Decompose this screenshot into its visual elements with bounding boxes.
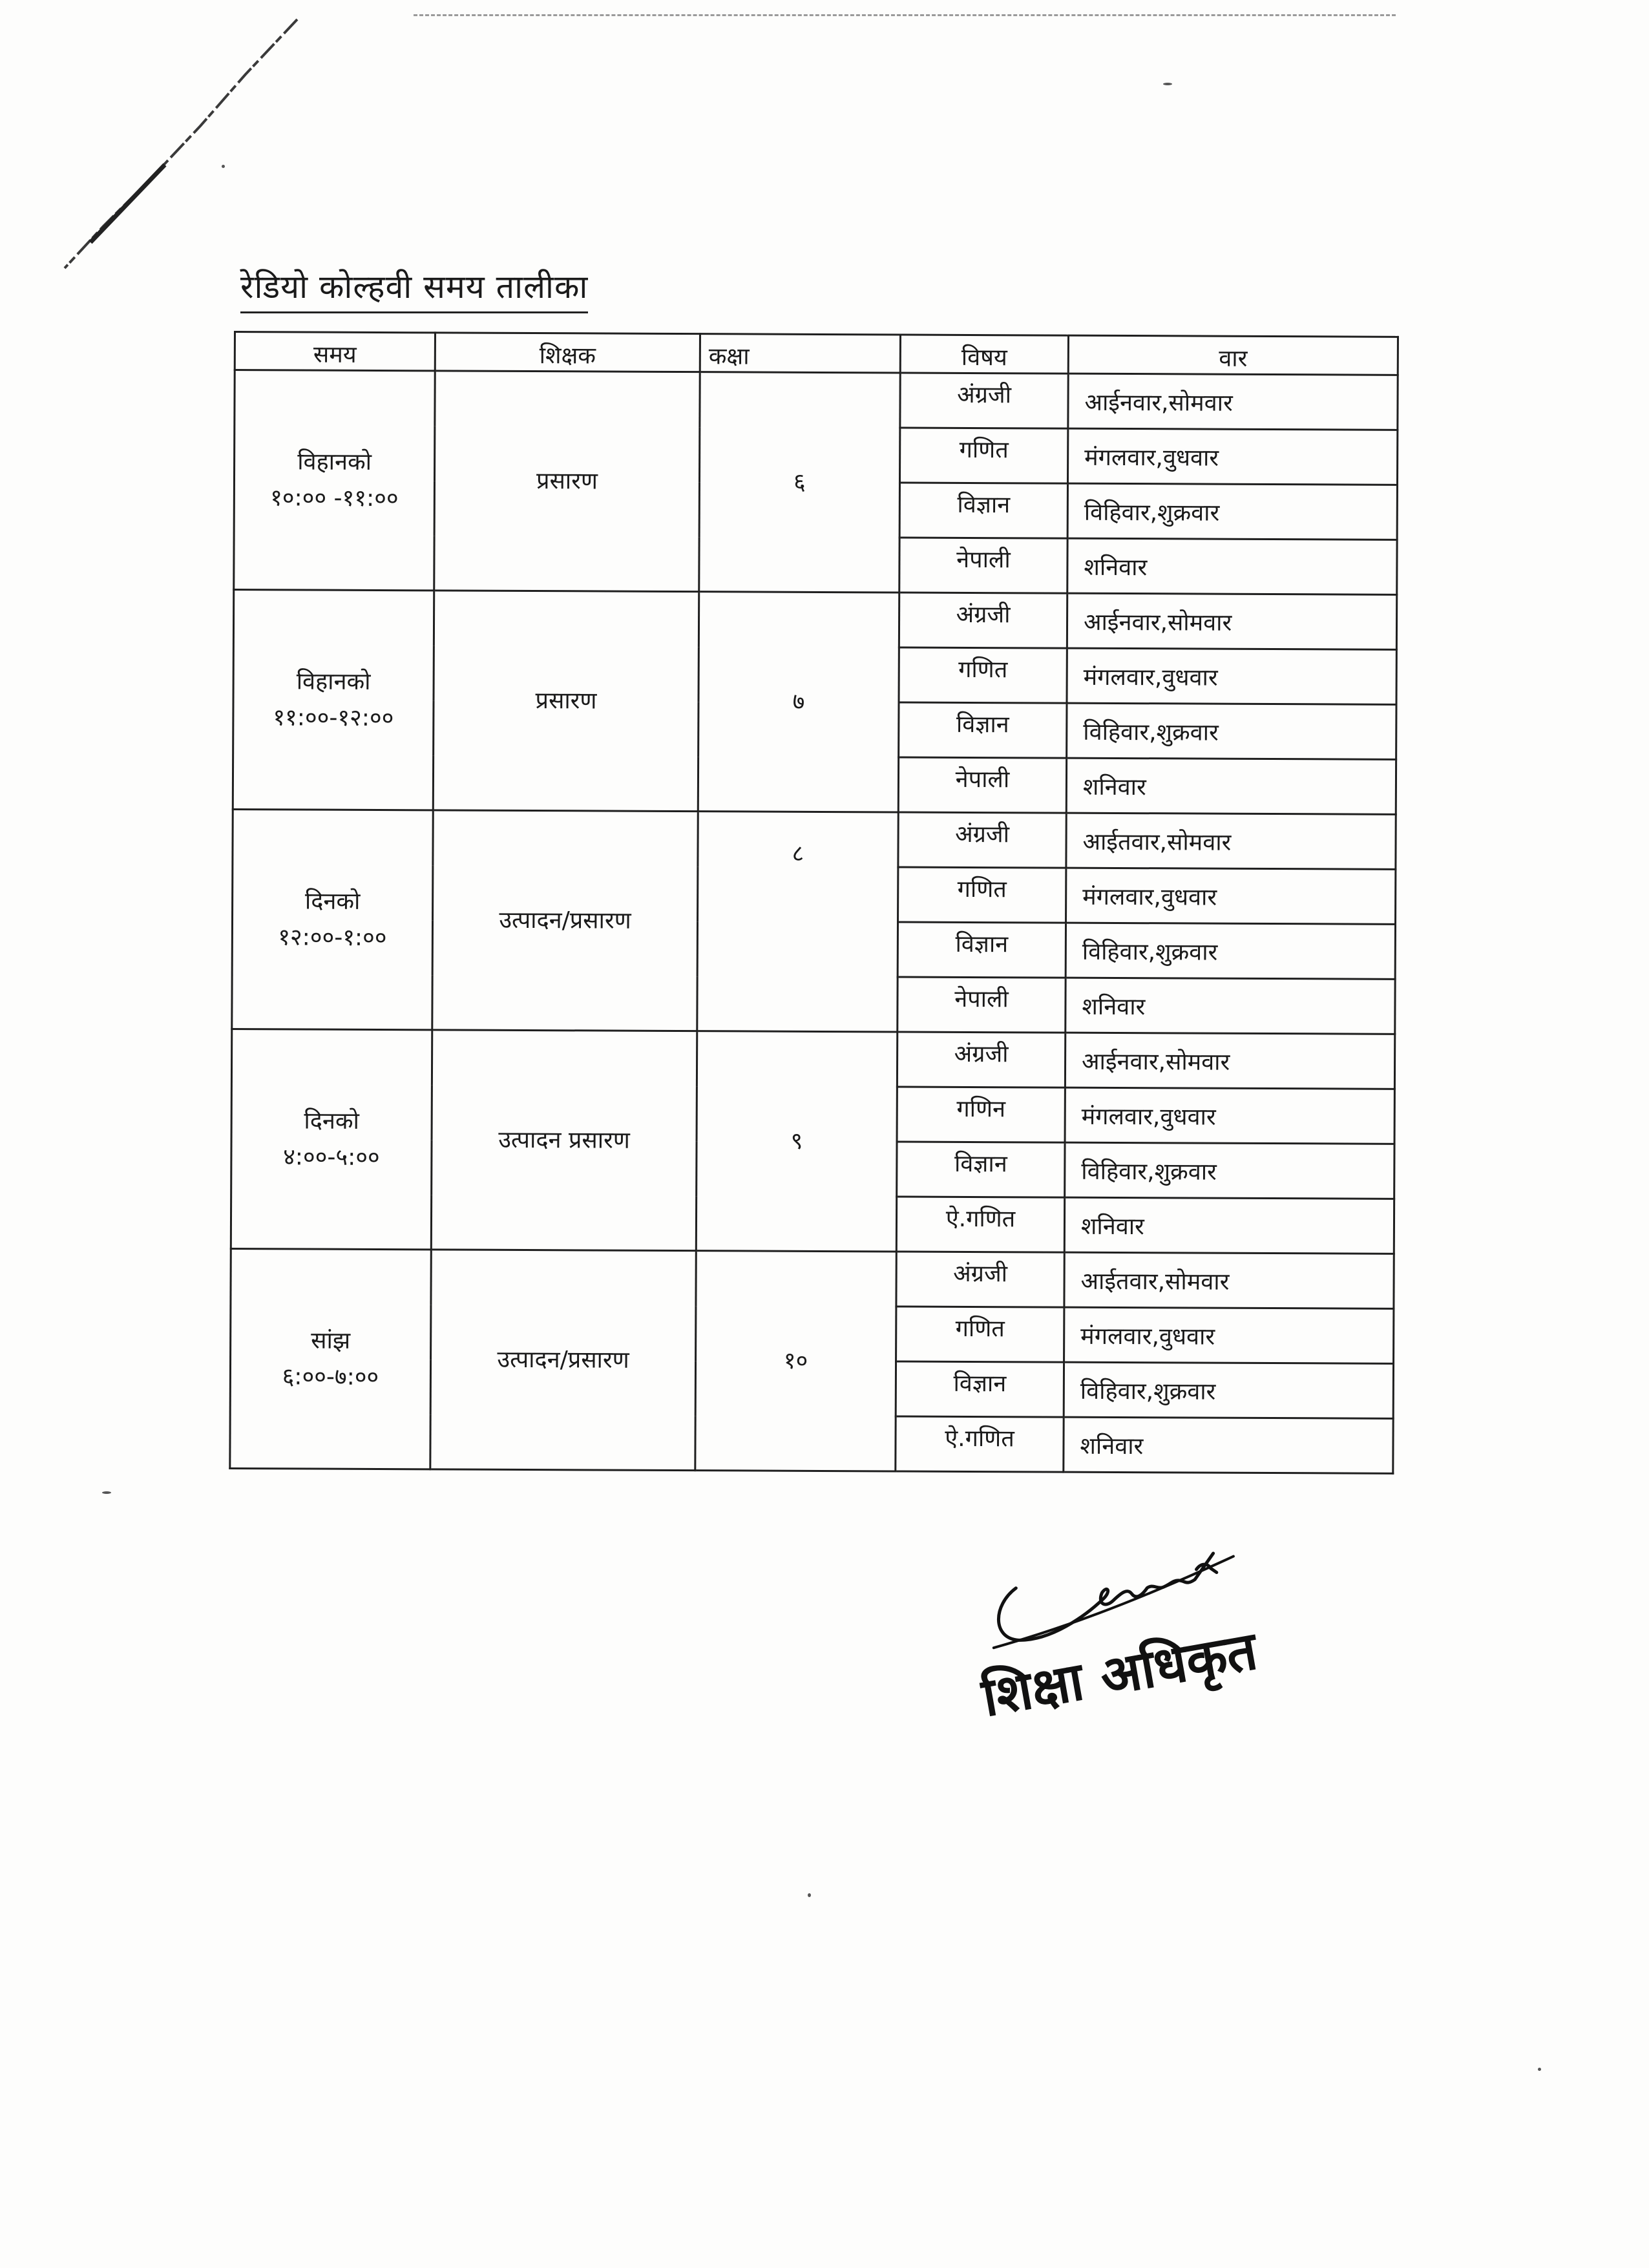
time-slot-label: विहानको [297,448,372,476]
table-row [235,370,1398,430]
time-slot-cell [230,1248,431,1469]
scan-speck [102,1491,111,1494]
stamp-title: शिक्षा अधिकृत [977,1620,1262,1729]
days-cell: आईनवार,सोमवार [1065,1033,1394,1089]
table-row [231,1248,1394,1308]
header-days: वार [1068,335,1398,375]
subject-cell: अंग्रजी [897,1032,1065,1087]
days-cell: मंगलवार,वुधवार [1067,428,1397,485]
days-cell: आईनवार,सोमवार [1068,373,1398,430]
days-cell: शनिवार [1064,1197,1394,1254]
days-cell: विहिवार,शुक्रवार [1067,703,1396,759]
table-row [233,590,1396,650]
days-cell: शनिवार [1066,978,1395,1034]
subject-cell: विज्ञान [899,702,1067,758]
days-cell: मंगलवार,वुधवार [1067,648,1396,704]
subject-cell: नेपाली [898,977,1066,1033]
subject-cell: ऐ.गणित [896,1416,1064,1472]
days-cell: आईतवार,सोमवार [1066,813,1396,869]
subject-cell: विज्ञान [897,1142,1065,1197]
subject-cell: गणित [899,647,1067,703]
subject-cell: गणिन [897,1087,1065,1142]
class-cell: ७ [698,592,899,812]
days-cell: आईनवार,सोमवार [1067,593,1396,649]
subject-cell: ऐ.गणित [896,1197,1064,1252]
subject-cell: अंग्रजी [899,593,1067,648]
time-slot-label: विहानको [296,668,371,695]
time-slot-label: दिनको [304,888,361,915]
subject-cell: गणित [896,1307,1064,1362]
scan-speck [1163,83,1172,85]
teacher-cell: उत्पादन/प्रसारण [430,1250,696,1471]
days-cell: शनिवार [1064,1417,1393,1473]
time-slot-range: ६:००-७:०० [282,1363,379,1391]
subject-cell: गणित [898,867,1066,923]
scan-speck [1538,2068,1541,2071]
official-signature-stamp [940,1510,1308,1778]
days-cell: विहिवार,शुक्रवार [1066,923,1395,979]
teacher-cell: प्रसारण [433,591,698,812]
subject-cell: विज्ञान [896,1361,1064,1417]
document-title: रेडियो कोल्हवी समय तालीका [240,264,588,313]
time-slot-cell [233,590,434,810]
days-cell: विहिवार,शुक्रवार [1067,483,1397,540]
class-cell: ६ [699,372,900,593]
header-teacher: शिक्षक [435,333,700,372]
days-cell: मंगलवार,वुधवार [1066,868,1396,924]
subject-cell: विज्ञान [898,922,1066,978]
time-slot-cell [232,809,433,1029]
teacher-cell: उत्पादन प्रसारण [431,1030,697,1251]
header-subject: विषय [900,335,1068,373]
header-class: कक्षा [700,334,900,373]
scan-artifact-slash [52,13,323,284]
time-slot-range: ११:००-१२:०० [273,704,394,731]
subject-cell: नेपाली [899,538,1067,593]
scan-speck [808,1893,811,1897]
time-slot-range: ४:००-५:०० [283,1143,380,1171]
time-slot-cell [234,370,435,591]
time-slot-cell [231,1029,432,1249]
scan-speck [222,165,225,168]
timetable-container [229,331,1397,1475]
header-time: समय [235,332,435,371]
teacher-cell: उत्पादन/प्रसारण [432,810,698,1031]
radio-class-timetable [229,331,1399,1475]
teacher-cell: प्रसारण [434,371,700,592]
subject-cell: अंग्रजी [896,1252,1064,1307]
days-cell: मंगलवार,वुधवार [1065,1087,1394,1144]
subject-cell: गणित [899,428,1067,483]
time-slot-range: १०:०० -११:०० [270,484,399,512]
scan-artifact-line [414,14,1396,16]
subject-cell: नेपाली [898,757,1066,813]
days-cell: शनिवार [1067,538,1397,594]
time-slot-label: सांझ [311,1327,351,1354]
days-cell: विहिवार,शुक्रवार [1065,1142,1394,1199]
class-cell: १० [695,1251,896,1471]
table-row [231,1029,1394,1089]
time-slot-label: दिनको [304,1108,359,1135]
days-cell: शनिवार [1066,758,1396,814]
days-cell: आईतवार,सोमवार [1064,1252,1394,1308]
class-cell: ८ [697,812,898,1032]
table-row [233,809,1396,869]
subject-cell: अंग्रजी [898,812,1066,868]
subject-cell: विज्ञान [899,483,1067,538]
table-header-row [235,332,1398,375]
days-cell: विहिवार,शुक्रवार [1064,1362,1393,1418]
class-cell: ९ [696,1031,897,1252]
subject-cell: अंग्रजी [900,373,1068,428]
days-cell: मंगलवार,वुधवार [1064,1307,1394,1363]
time-slot-range: १२:००-१:०० [278,923,387,951]
